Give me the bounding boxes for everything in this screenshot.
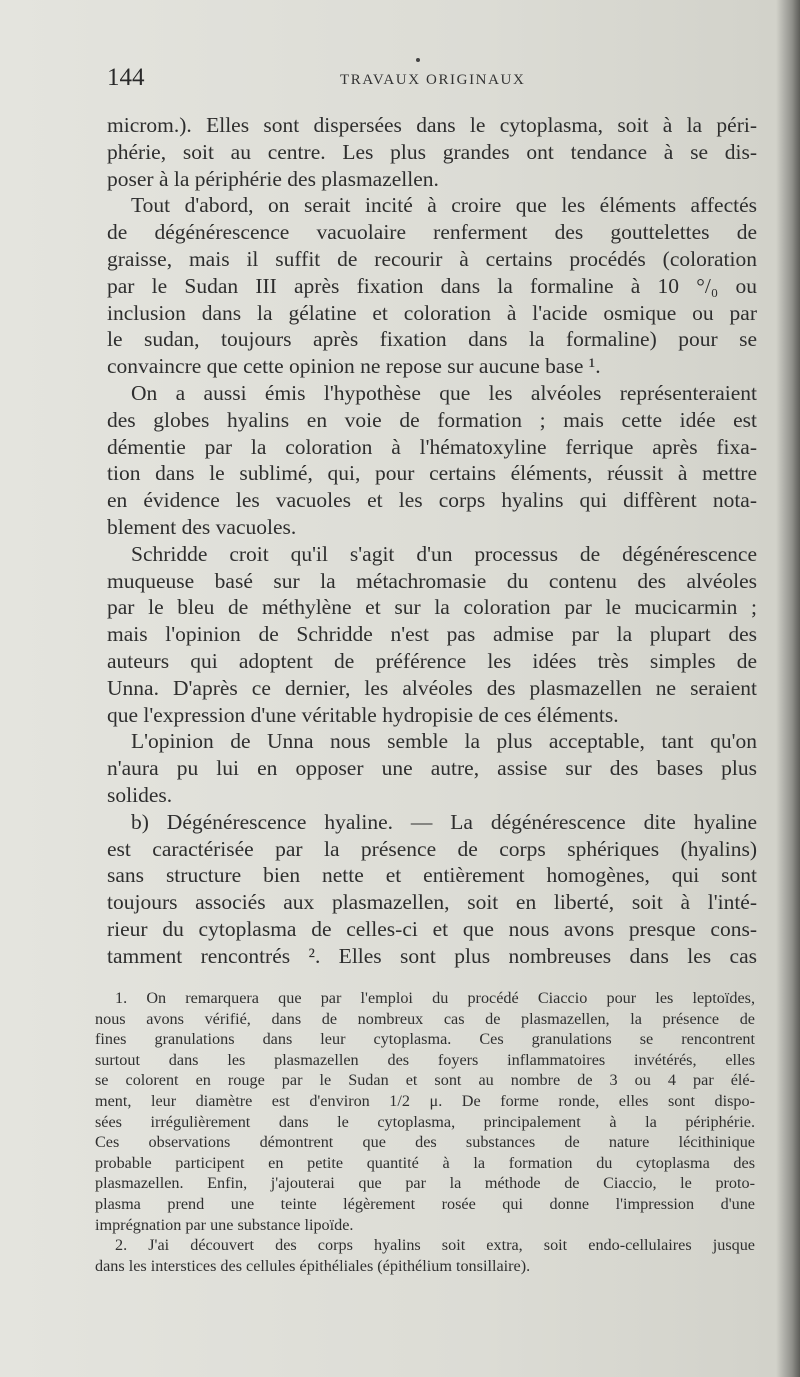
text-line: phérie, soit au centre. Les plus grandes ont tendance à se dis-: [107, 139, 757, 164]
footnote-line: dans les interstices des cellules épithéliales (épithélium tonsillaire).: [95, 1256, 531, 1275]
footnote-line: nous avons vérifié, dans de nombreux cas de plasmazellen, la présence de: [95, 1009, 755, 1028]
text-line: On a aussi émis l'hypothèse que les alvéoles représenteraient: [131, 380, 757, 405]
text-line: tamment rencontrés ². Elles sont plus nombreuses dans les cas: [107, 943, 757, 968]
text-line: tion dans le sublimé, qui, pour certains éléments, réussit à mettre: [107, 461, 757, 486]
text-line: microm.). Elles sont dispersées dans le cytoplasma, soit à la péri-: [107, 113, 757, 137]
text-line: en évidence les vacuoles et les corps hyalins qui diffèrent nota-: [107, 488, 757, 513]
text-line: Tout d'abord, on serait incité à croire que les éléments affectés: [131, 193, 757, 218]
footnote-line: plasma prend une teinte légèrement rosée qui donne l'impression d'une: [95, 1194, 755, 1213]
text-line: Schridde croit qu'il s'agit d'un processus de dégénérescence: [131, 541, 757, 566]
text-line: inclusion dans la gélatine et coloration à l'acide osmique ou par: [107, 300, 757, 325]
footnote-line: plasmazellen. Enfin, j'ajouterai que par la méthode de Ciaccio, le proto-: [95, 1174, 755, 1193]
footnote-line: probable participent en petite quantité à la formation du cytoplasma des: [95, 1153, 755, 1172]
text-line: mais l'opinion de Schridde n'est pas admise par la plupart des: [107, 622, 757, 647]
footnote-line: imprégnation par une substance lipoïde.: [95, 1215, 354, 1234]
text-line: par le Sudan III après fixation dans la formaline à 10 °/₀ ou: [107, 273, 757, 298]
footnote-line: surtout dans les plasmazellen des foyers inflammatoires invétérés, elles: [95, 1050, 755, 1069]
text-line: blement des vacuoles.: [107, 514, 297, 539]
text-line: Unna. D'après ce dernier, les alvéoles des plasmazellen ne seraient: [107, 675, 757, 700]
text-line: graisse, mais il suffit de recourir à certains procédés (coloration: [107, 246, 757, 271]
text-line: de dégénérescence vacuolaire renferment des gouttelettes de: [107, 220, 757, 245]
text-line: auteurs qui adoptent de préférence les idées très simples de: [107, 648, 757, 673]
text-line: convaincre que cette opinion ne repose sur aucune base ¹.: [107, 354, 601, 379]
footnote-line: 2. J'ai découvert des corps hyalins soit extra, soit endo-cellulaires jusque: [115, 1236, 755, 1255]
text-line: b) Dégénérescence hyaline. — La dégénérescence dite hyaline: [131, 809, 757, 834]
text-line: le sudan, toujours après fixation dans la formaline) pour se: [107, 327, 757, 352]
text-line: sans structure bien nette et entièrement homogènes, qui sont: [107, 863, 757, 888]
page-number: 144: [107, 64, 145, 91]
main-text: [107, 112, 757, 970]
page-header: [107, 64, 757, 100]
footnote-line: se colorent en rouge par le Sudan et sont au nombre de 3 ou 4 par élé-: [95, 1071, 755, 1090]
text-line: muqueuse basé sur la métachromasie du contenu des alvéoles: [107, 568, 757, 593]
footnote-line: sées irrégulièrement dans le cytoplasma, principalement à la périphérie.: [95, 1112, 755, 1131]
footnote-line: fines granulations dans leur cytoplasma. Ces granulations se rencontrent: [95, 1030, 755, 1049]
ink-speck: [416, 58, 420, 62]
text-line: est caractérisée par la présence de corps sphériques (hyalins): [107, 836, 757, 861]
text-line: L'opinion de Unna nous semble la plus acceptable, tant qu'on: [131, 729, 757, 754]
footnote-line: ment, leur diamètre est d'environ 1/2 μ. De forme ronde, elles sont dispo-: [95, 1091, 755, 1110]
text-line: rieur du cytoplasma de celles-ci et que nous avons presque cons-: [107, 916, 757, 941]
running-head: TRAVAUX ORIGINAUX: [340, 72, 526, 88]
text-line: démentie par la coloration à l'hématoxyline ferrique après fixa-: [107, 434, 757, 459]
text-line: poser à la périphérie des plasmazellen.: [107, 166, 439, 191]
footnotes: [95, 988, 755, 1276]
text-line: solides.: [107, 782, 173, 807]
footnote-line: Ces observations démontrent que des substances de nature lécithinique: [95, 1133, 755, 1152]
text-line: par le bleu de méthylène et sur la coloration par le mucicarmin ;: [107, 595, 757, 620]
text-line: des globes hyalins en voie de formation ; mais cette idée est: [107, 407, 757, 432]
text-line: toujours associés aux plasmazellen, soit en liberté, soit à l'inté-: [107, 890, 757, 915]
footnote-line: 1. On remarquera que par l'emploi du procédé Ciaccio pour les leptoïdes,: [115, 989, 755, 1007]
text-line: que l'expression d'une véritable hydropisie de ces éléments.: [107, 702, 619, 727]
text-line: n'aura pu lui en opposer une autre, assise sur des bases plus: [107, 756, 757, 781]
